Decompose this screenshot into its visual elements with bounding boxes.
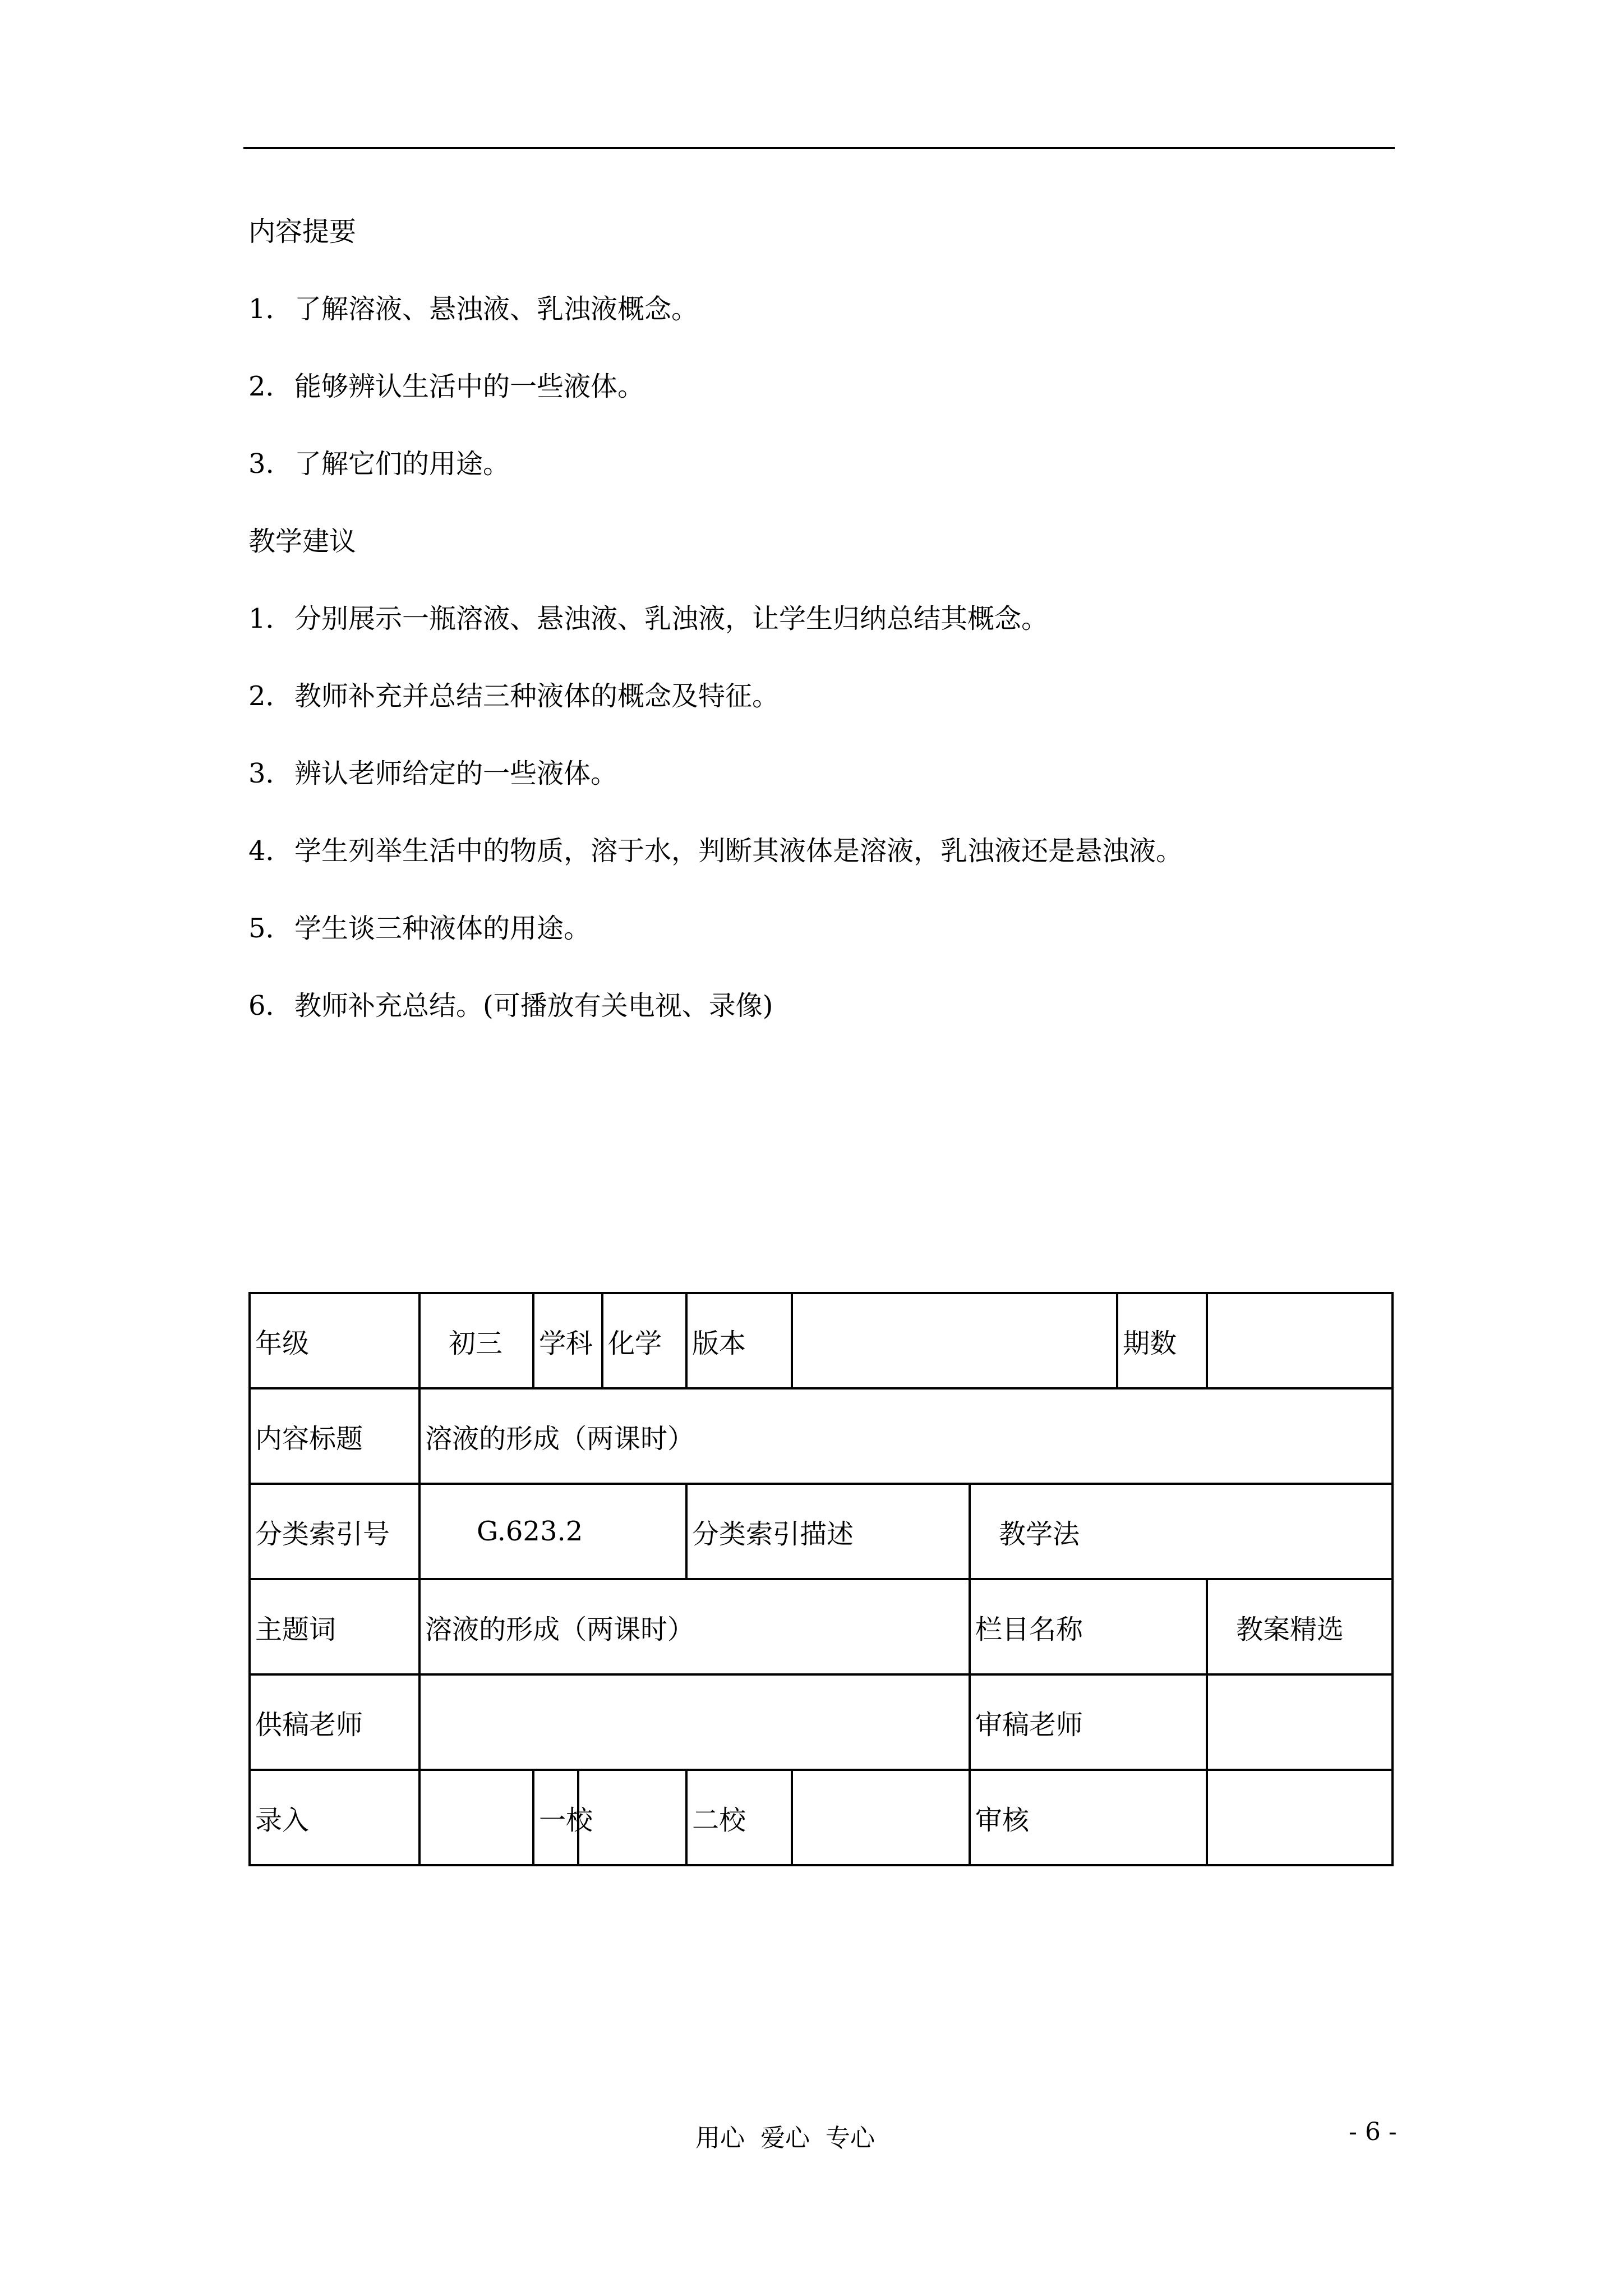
item-text: 教师补充总结。(可播放有关电视、录像): [294, 990, 773, 1022]
reviewer-value: [1207, 1674, 1393, 1770]
index-desc-value: 教学法: [970, 1484, 1393, 1579]
footer-motto: 用心 爱心 专心: [695, 2124, 875, 2152]
summary-heading: 内容提要: [248, 216, 357, 247]
table-row: [250, 1388, 1393, 1484]
index-value: G.623.2: [419, 1484, 686, 1579]
content-title-label: 内容标题: [250, 1388, 419, 1484]
suggestion-item: [248, 834, 1183, 868]
column-label: 栏目名称: [970, 1579, 1207, 1674]
suggestion-item: [248, 989, 773, 1023]
item-text: 教师补充并总结三种液体的概念及特征。: [294, 680, 780, 712]
item-number: 2．: [248, 680, 293, 712]
table-row: [250, 1674, 1393, 1770]
proof1-value: [578, 1770, 686, 1865]
proof1-label: 一校: [533, 1770, 578, 1865]
item-number: 5．: [248, 913, 293, 944]
item-text: 辨认老师给定的一些液体。: [294, 758, 618, 789]
issue-value: [1207, 1293, 1393, 1388]
header-rule: [243, 147, 1395, 149]
keyword-label: 主题词: [250, 1579, 419, 1674]
summary-item: [248, 370, 644, 403]
entry-value: [419, 1770, 533, 1865]
page-number: - 6 -: [1349, 2118, 1397, 2146]
metadata-table: [248, 1292, 1394, 1866]
content-title-value: 溶液的形成（两课时）: [419, 1388, 1393, 1484]
entry-label: 录入: [250, 1770, 419, 1865]
index-desc-label: 分类索引描述: [686, 1484, 970, 1579]
proof2-label: 二校: [686, 1770, 792, 1865]
table-row: [250, 1484, 1393, 1579]
item-text: 了解它们的用途。: [294, 448, 510, 480]
issue-label: 期数: [1117, 1293, 1207, 1388]
item-number: 2．: [248, 371, 293, 402]
item-text: 学生谈三种液体的用途。: [294, 913, 591, 944]
edition-value: [792, 1293, 1117, 1388]
column-value: 教案精选: [1207, 1579, 1393, 1674]
audit-label: 审核: [970, 1770, 1207, 1865]
grade-label: 年级: [250, 1293, 419, 1388]
reviewer-label: 审稿老师: [970, 1674, 1207, 1770]
item-number: 6．: [248, 990, 293, 1022]
suggestions-heading: 教学建议: [248, 526, 357, 557]
grade-value: 初三: [419, 1293, 533, 1388]
table-row: [250, 1770, 1393, 1865]
subject-label: 学科: [533, 1293, 602, 1388]
suggestion-item: [248, 679, 779, 713]
audit-value: [1207, 1770, 1393, 1865]
author-label: 供稿老师: [250, 1674, 419, 1770]
item-text: 学生列举生活中的物质，溶于水，判断其液体是溶液，乳浊液还是悬浊液。: [294, 835, 1183, 867]
item-number: 1．: [248, 293, 293, 325]
suggestion-item: [248, 757, 617, 790]
item-number: 4．: [248, 835, 293, 867]
proof2-value: [792, 1770, 970, 1865]
item-number: 1．: [248, 603, 293, 634]
subject-value: 化学: [602, 1293, 686, 1388]
item-text: 分别展示一瓶溶液、悬浊液、乳浊液，让学生归纳总结其概念。: [294, 603, 1049, 634]
author-value: [419, 1674, 970, 1770]
summary-item: [248, 447, 510, 481]
item-text: 了解溶液、悬浊液、乳浊液概念。: [294, 293, 699, 325]
suggestion-item: [248, 912, 591, 945]
table-row: [250, 1293, 1393, 1388]
edition-label: 版本: [686, 1293, 792, 1388]
index-label: 分类索引号: [250, 1484, 419, 1579]
summary-item: [248, 292, 698, 326]
item-number: 3．: [248, 758, 293, 789]
item-number: 3.: [248, 448, 274, 480]
table-row: [250, 1579, 1393, 1674]
keyword-value: 溶液的形成（两课时）: [419, 1579, 970, 1674]
suggestion-item: [248, 602, 1048, 636]
item-text: 能够辨认生活中的一些液体。: [294, 371, 645, 402]
